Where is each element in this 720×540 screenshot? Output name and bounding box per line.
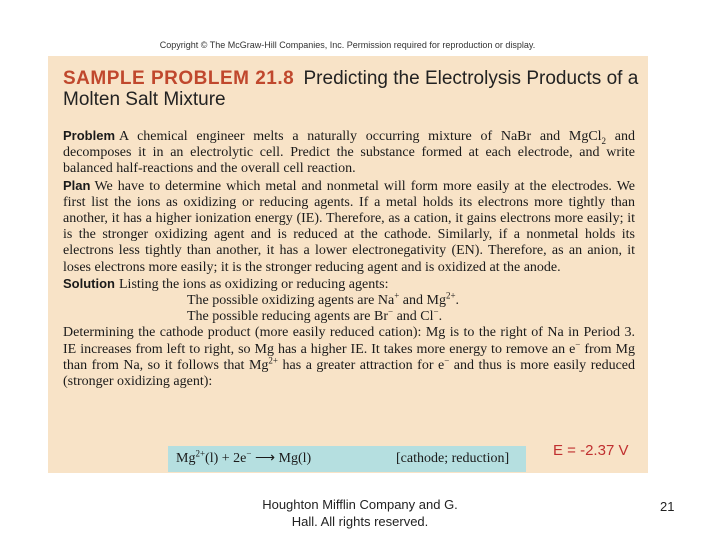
- oxidizing-mid: and Mg: [399, 293, 446, 309]
- title-line-2: Molten Salt Mixture: [63, 89, 226, 110]
- mg-charge: 2+: [445, 290, 456, 301]
- reaction-arrow-icon: ⟶: [254, 451, 276, 466]
- cathode-text-d: and thus is more easily reduced (stronger oxidizing agent):: [63, 357, 635, 390]
- cathode-text-c: has a greater attraction for e: [278, 357, 445, 373]
- cathode-text-b: from Mg than from Na, so it follows that Mg: [63, 341, 635, 373]
- reducing-agents-line: [63, 306, 635, 325]
- copyright-notice: Copyright © The McGraw-Hill Companies, Inc. Permission required for reproduction or display.: [159, 40, 536, 50]
- electron-charge-1: −: [575, 338, 581, 349]
- cl-charge: −: [433, 306, 439, 317]
- eq-lhs-rest: (l) + 2e: [205, 451, 247, 466]
- br-charge: −: [388, 306, 394, 317]
- problem-label: Problem: [63, 128, 116, 143]
- cathode-paragraph: [63, 325, 635, 390]
- reducing-mid: and Cl: [393, 309, 434, 325]
- footer-credit: [240, 496, 480, 530]
- title-line-1: Predicting the Electrolysis Products of a: [303, 68, 639, 89]
- sample-problem-panel: [48, 56, 648, 473]
- plan-paragraph: [63, 178, 635, 276]
- oxidizing-prefix: The possible oxidizing agents are Na: [187, 293, 395, 309]
- solution-text: Listing the ions as oxidizing or reducing agents:: [119, 276, 389, 292]
- potential-annotation: E = -2.37 V: [553, 442, 629, 459]
- mg-ion-charge: 2+: [268, 355, 278, 366]
- footer-line-1: Houghton Mifflin Company and G.: [262, 497, 458, 512]
- cathode-text-a: Determining the cathode product (more easily reduced cation): Mg is to the right of Na in Period 3. IE increases from left to right, so Mg has a higher IE. It takes more energy to remove an e: [63, 325, 635, 357]
- problem-subscript: 2: [601, 135, 607, 146]
- page-number: 21: [660, 499, 675, 514]
- sample-problem-tag: SAMPLE PROBLEM 21.8: [63, 68, 295, 89]
- cathode-equation: [176, 446, 311, 472]
- sample-problem-title: [63, 68, 638, 110]
- problem-body: [63, 128, 635, 390]
- electron-charge-2: −: [444, 355, 450, 366]
- reducing-prefix: The possible reducing agents are Br: [187, 309, 388, 325]
- oxidizing-agents-line: [63, 290, 635, 309]
- problem-paragraph: [63, 128, 635, 178]
- eq-mg: Mg: [176, 451, 196, 466]
- solution-label: Solution: [63, 275, 115, 291]
- oxidizing-end: .: [455, 293, 460, 309]
- na-charge: +: [394, 290, 400, 301]
- eq-electron-charge: −: [246, 448, 252, 459]
- footer-line-2: Hall. All rights reserved.: [291, 514, 429, 529]
- eq-rhs: Mg(l): [278, 451, 312, 466]
- solution-paragraph: [63, 276, 635, 293]
- problem-text-b: and decomposes it in an electrolytic cell. Predict the substance formed at each electrode, and write balanced half-reactions and the overall cell reaction.: [63, 129, 635, 177]
- reducing-end: .: [438, 309, 443, 325]
- problem-text-a: A chemical engineer melts a naturally occurring mixture of NaBr and MgCl: [119, 129, 602, 144]
- cathode-equation-box: [168, 446, 526, 472]
- plan-text: We have to determine which metal and nonmetal will form more easily at the electrodes. We first list the ions as oxidizing or reducing agents. If a metal holds its electrons more tightly than another, it has a higher ionization energy (IE). Therefore, as a cation, it gains electrons more easily; it is the stronger oxidizing agent and is reduced at the cathode. Similarly, if a nonmetal holds its electrons less tightly than another, it has a lower electronegativity (EN). Therefore, as an anion, it loses electrons more easily; it is the stronger reducing agent and is oxidized at the anode.: [63, 178, 635, 275]
- eq-mg-charge: 2+: [195, 448, 206, 459]
- plan-label: Plan: [63, 177, 91, 193]
- equation-note: [cathode; reduction]: [396, 451, 510, 466]
